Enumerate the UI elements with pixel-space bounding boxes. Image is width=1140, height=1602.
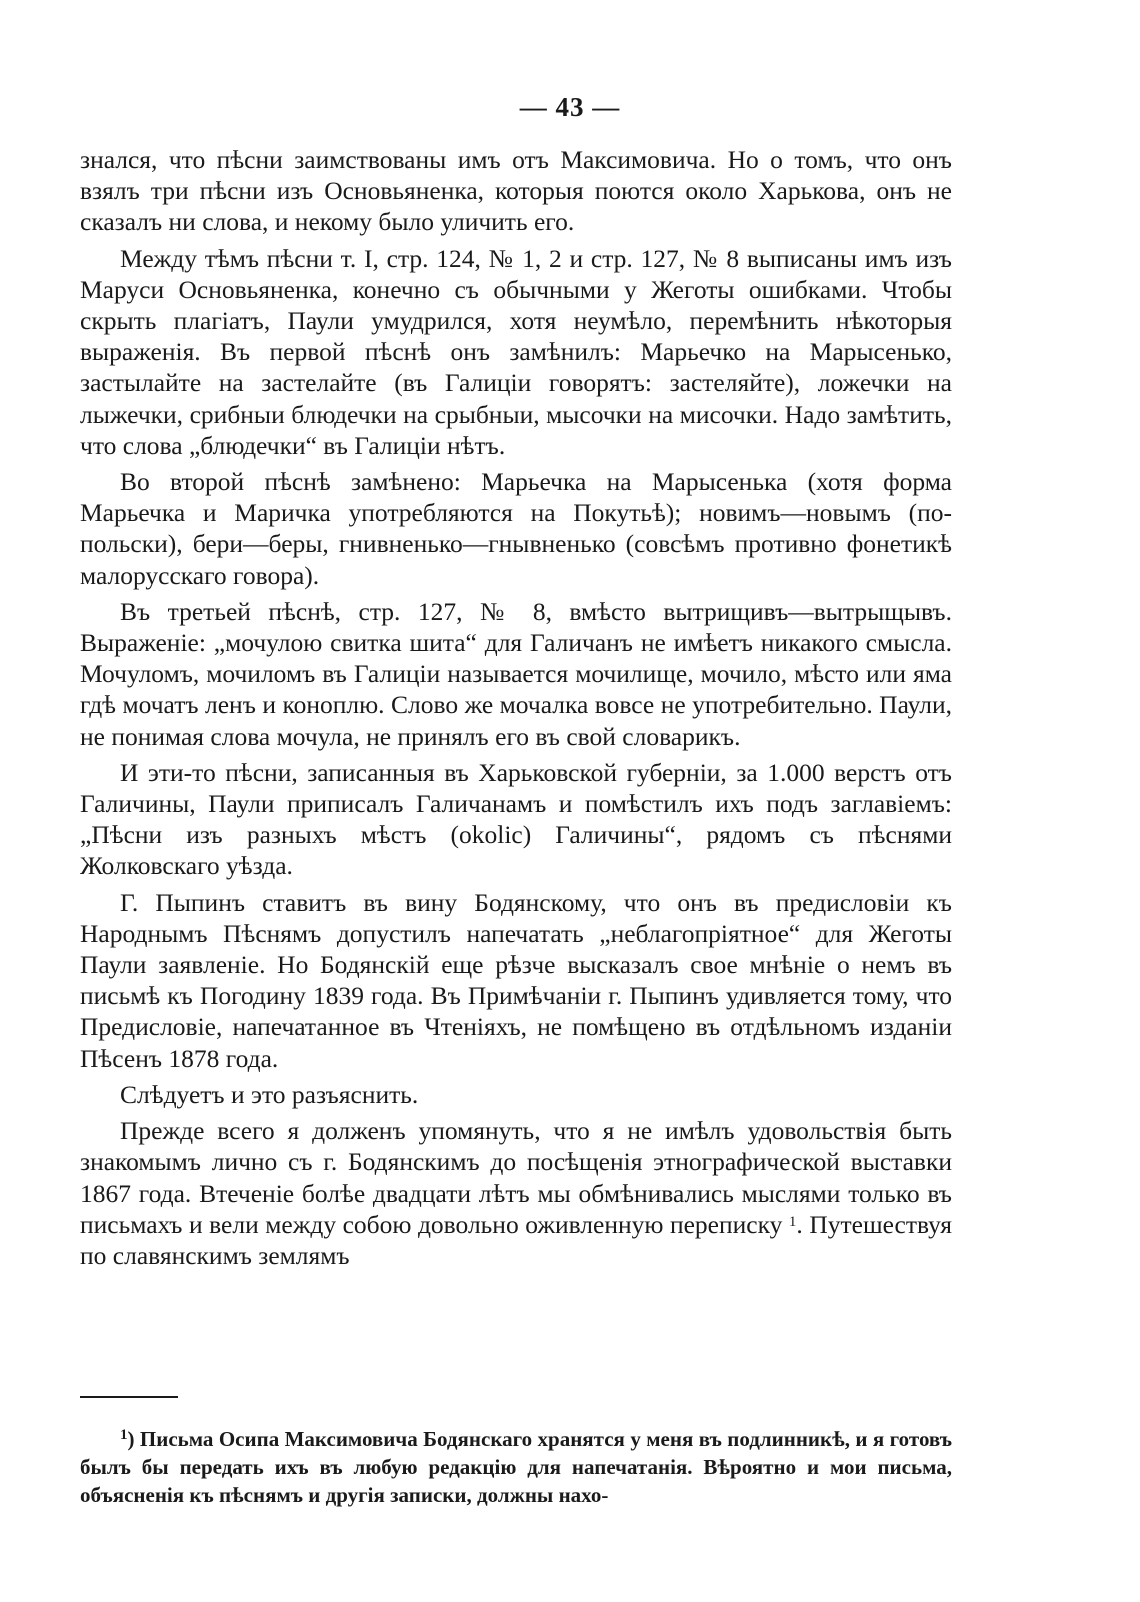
footnote-reference[interactable]: 1 xyxy=(788,1213,797,1230)
paragraph-text: Прежде всего я долженъ упомянуть, что я не имѣлъ удовольствія быть знакомымъ лично съ г. Бодянскимъ до посѣщенія этнографической выставки 1867 года. Втеченіе болѣе двадцати лѣтъ мы обмѣнивались мыслями только въ письмахъ и вели между собою довольно оживленную переписку xyxy=(80,1116,952,1239)
paragraph: Слѣдуетъ и это разъяснить. xyxy=(120,1079,419,1109)
paragraph: знался, что пѣсни заимствованы имъ отъ Максимовича. Но о томъ, что онъ взялъ три пѣсни изъ Основьяненка, которыя поются около Харькова, онъ не сказалъ ни слова, и некому было уличить его. xyxy=(80,145,952,237)
body-text xyxy=(80,144,952,1276)
paragraph: Г. Пыпинъ ставитъ въ вину Бодянскому, что онъ въ предисловіи къ Народнымъ Пѣснямъ допустилъ напечатать „неблагопріятное“ для Жеготы Паули заявленіе. Но Бодянскій еще рѣзче высказалъ свое мнѣніе о немъ въ письмѣ къ Погодину 1839 года. Въ Примѣчаніи г. Пыпинъ удивляется тому, что Предисловіе, напечатанное въ Чтеніяхъ, не помѣщено въ отдѣльномъ изданіи Пѣсенъ 1878 года. xyxy=(80,887,952,1073)
footnote-mark: 1 xyxy=(120,1427,128,1443)
paragraph-tail: . Путешествуя по славянскимъ землямъ xyxy=(80,1209,953,1270)
paragraph xyxy=(80,1115,952,1271)
footnote xyxy=(80,1425,952,1509)
footnote-text: ) Письма Осипа Максимовича Бодянскаго хранятся у меня въ подлинникѣ, и я готовъ былъ бы передать ихъ въ любую редакцію для напечатанія. Вѣроятно и мои письма, объясненія къ пѣснямъ и другія записки, должны нахо- xyxy=(80,1427,952,1507)
page-number: — 43 — xyxy=(519,92,621,122)
footnote-divider xyxy=(80,1396,178,1398)
paragraph: И эти-то пѣсни, записанныя въ Харьковской губерніи, за 1.000 верстъ отъ Галичины, Паули приписалъ Галичанамъ и помѣстилъ ихъ подъ заглавіемъ: „Пѣсни изъ разныхъ мѣстъ (okolic) Галичины“, рядомъ съ пѣснями Жолковскаго уѣзда. xyxy=(80,757,952,881)
paragraph: Въ третьей пѣснѣ, стр. 127, № 8, вмѣсто вытрищивъ—вытрыщывъ. Выраженіе: „мочулою свитка шита“ для Галичанъ не имѣетъ никакого смысла. Мочуломъ, мочиломъ въ Галиціи называется мочилище, мочило, мѣсто или яма гдѣ мочатъ ленъ и коноплю. Слово же мочалка вовсе не употребительно. Паули, не понимая слова мочула, не принялъ его въ свой словарикъ. xyxy=(80,596,952,751)
footnotes xyxy=(80,1425,952,1509)
paragraph: Между тѣмъ пѣсни т. I, стр. 124, № 1, 2 и стр. 127, № 8 выписаны имъ изъ Маруси Основьяненка, конечно съ обычными у Жеготы ошибками. Чтобы скрыть плагіатъ, Паули умудрился, хотя неумѣло, перемѣнить нѣкоторыя выраженія. Въ первой пѣснѣ онъ замѣнилъ: Марьечко на Марысенько, застылайте на застелайте (въ Галиціи говорятъ: застеляйте), ложечки на лыжечки, срибныи блюдечки на срыбныи, мысочки на мисочки. Надо замѣтить, что слова „блюдечки“ въ Галиціи нѣтъ. xyxy=(80,243,952,460)
paragraph: Во второй пѣснѣ замѣнено: Марьечка на Марысенька (хотя форма Марьечка и Маричка употребляются на Покутьѣ); новимъ—новымъ (по-польски), бери—беры, гнивненько—гнывненько (совсѣмъ противно фонетикѣ малорусскаго говора). xyxy=(80,467,952,590)
